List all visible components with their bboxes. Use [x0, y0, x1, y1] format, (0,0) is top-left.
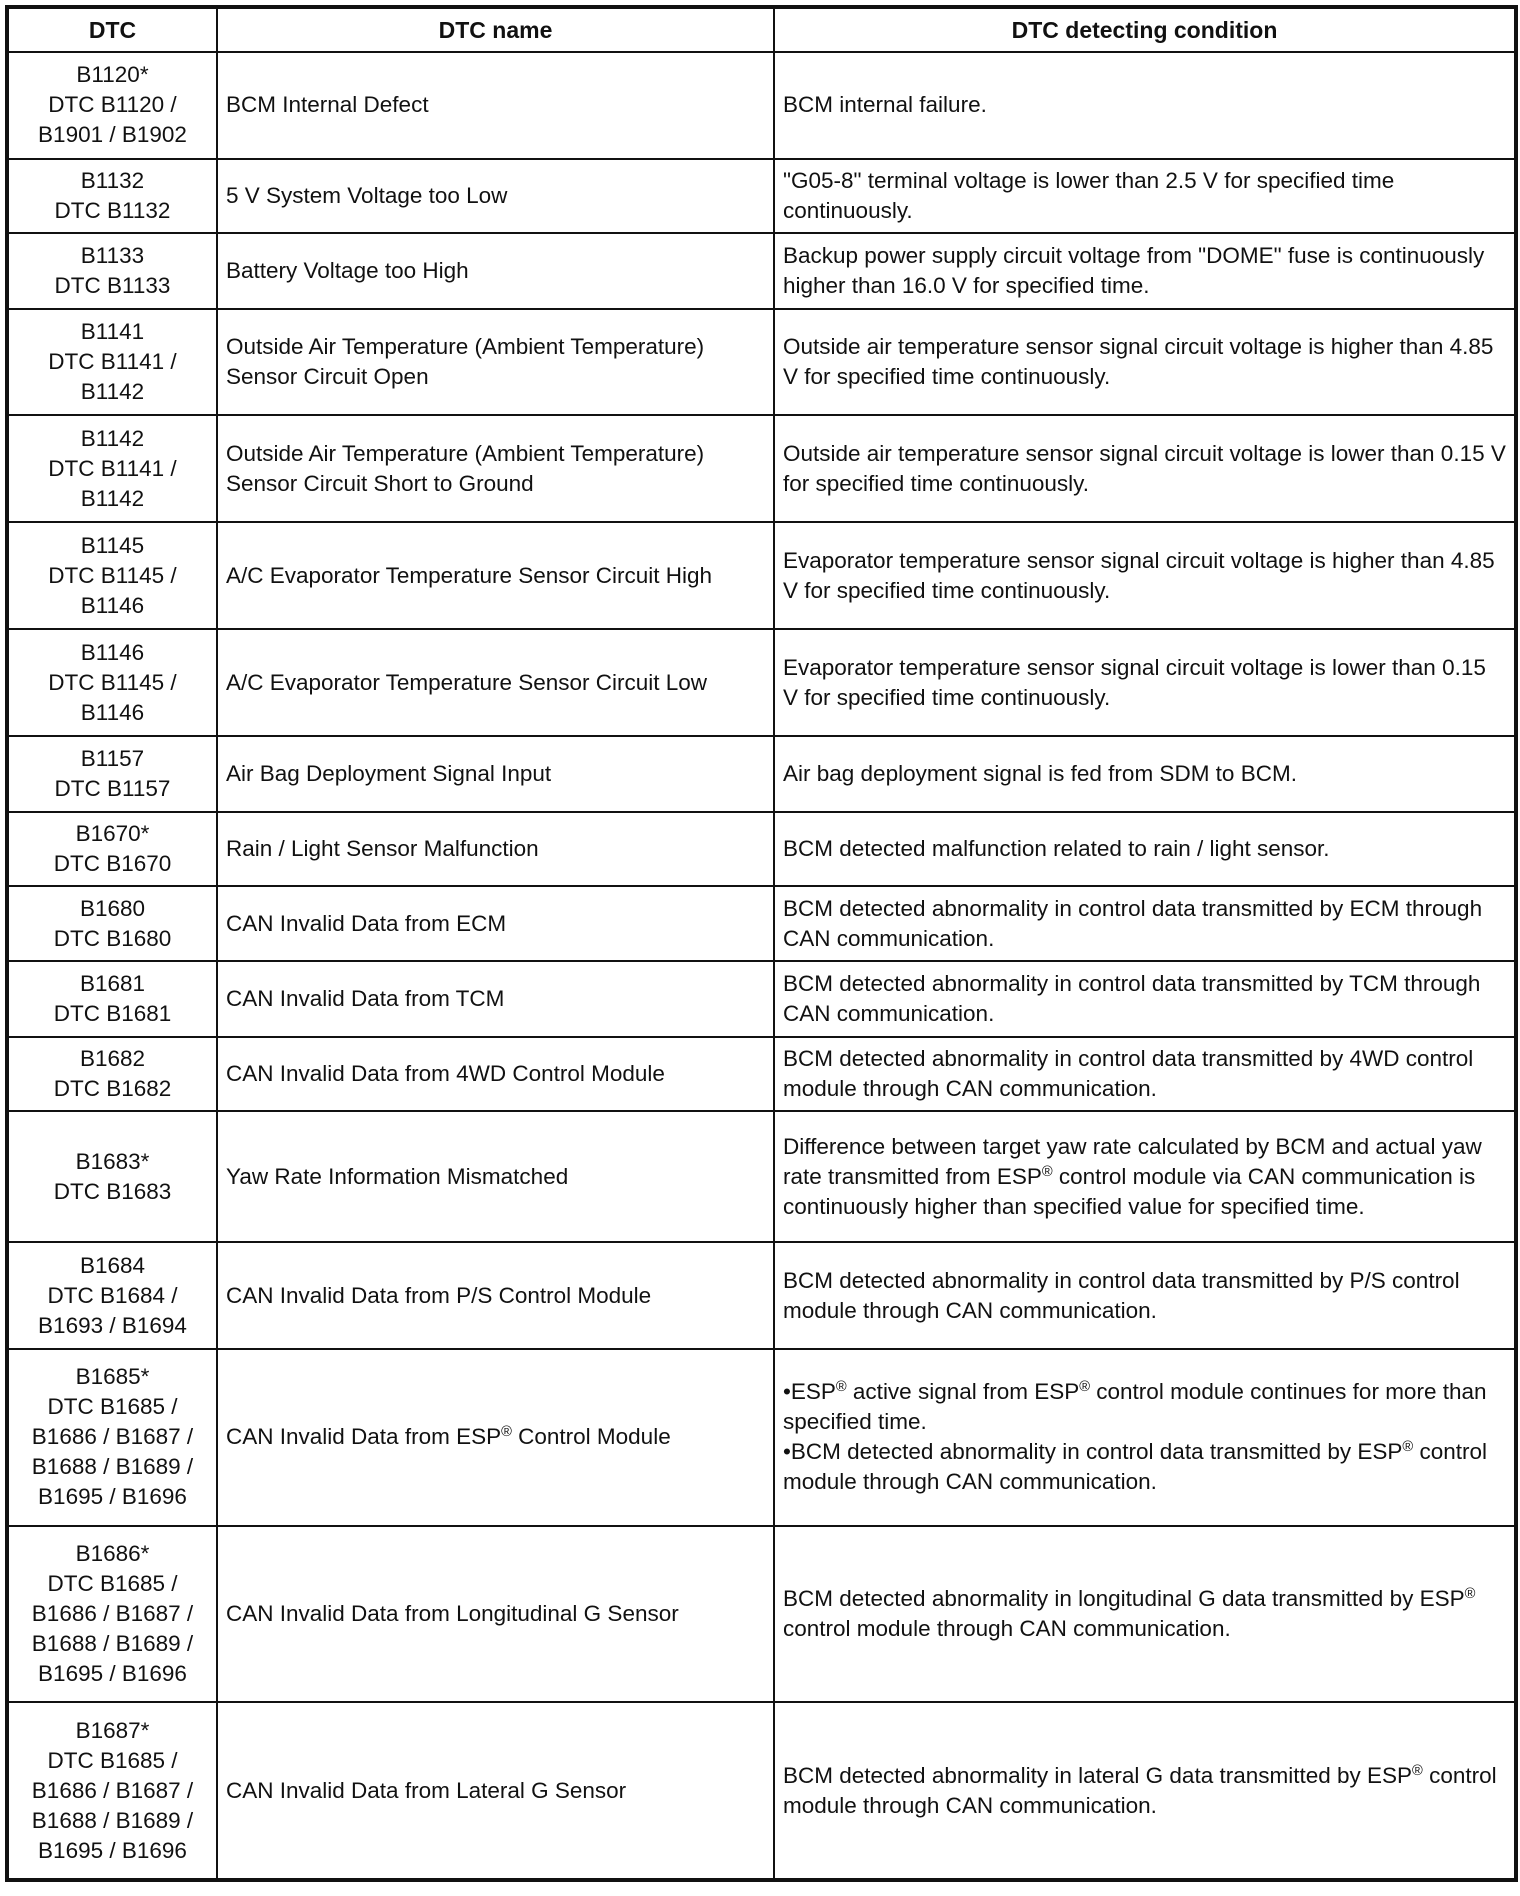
dtc-code-line: B1146: [80, 592, 145, 618]
dtc-name-cell: Outside Air Temperature (Ambient Temperature) Sensor Circuit Short to Ground: [217, 415, 774, 522]
table-row: [7, 886, 1516, 961]
dtc-code-line: B1141: [80, 319, 145, 345]
condition-paragraph: [783, 439, 1506, 499]
registered-mark: ®: [1079, 1379, 1091, 1396]
dtc-code-line: B1688 / B1689 /: [31, 1630, 194, 1656]
dtc-code-line: B1146: [80, 639, 145, 665]
dtc-code-line: B1695 / B1696: [38, 1660, 187, 1686]
text-segment: •ESP: [783, 1379, 836, 1405]
table-row: [7, 159, 1516, 233]
dtc-name-cell: CAN Invalid Data from Lateral G Sensor: [217, 1702, 774, 1880]
condition-paragraph: [783, 1584, 1506, 1644]
condition-paragraph: [783, 546, 1506, 606]
dtc-code-line: B1683*: [75, 1148, 150, 1174]
dtc-code-line: B1685*: [75, 1364, 150, 1390]
detecting-condition-cell: [774, 1702, 1516, 1880]
dtc-code-cell: [7, 159, 217, 233]
dtc-code-line: DTC B1682: [53, 1075, 172, 1101]
table-row: [7, 309, 1516, 416]
table-row: [7, 1349, 1516, 1526]
dtc-code-line: B1695 / B1696: [38, 1484, 187, 1510]
table-row: [7, 736, 1516, 811]
dtc-code-cell: [7, 961, 217, 1036]
column-header-detecting-condition: DTC detecting condition: [774, 7, 1516, 52]
dtc-code-line: B1901 / B1902: [38, 122, 187, 148]
table-row: [7, 233, 1516, 308]
dtc-name-cell: Battery Voltage too High: [217, 233, 774, 308]
dtc-name-cell: CAN Invalid Data from ECM: [217, 886, 774, 961]
dtc-code-line: DTC B1685 /: [47, 1394, 178, 1420]
dtc-name-cell: Outside Air Temperature (Ambient Temperature) Sensor Circuit Open: [217, 309, 774, 416]
condition-paragraph: [783, 1044, 1506, 1104]
dtc-code-line: DTC B1681: [53, 1001, 172, 1027]
dtc-name-cell: CAN Invalid Data from TCM: [217, 961, 774, 1036]
registered-mark: ®: [501, 1424, 512, 1441]
dtc-code-line: DTC B1685 /: [47, 1747, 178, 1773]
text-segment: Evaporator temperature sensor signal circuit voltage is higher than 4.85 V for specified time continuously.: [783, 547, 1495, 603]
dtc-code-line: B1680: [79, 895, 146, 921]
condition-paragraph: [783, 332, 1506, 392]
detecting-condition-cell: [774, 522, 1516, 629]
dtc-code-cell: [7, 1242, 217, 1349]
text-segment: "G05-8" terminal voltage is lower than 2.5 V for specified time continuously.: [783, 168, 1395, 223]
text-segment: Outside air temperature sensor signal circuit voltage is higher than 4.85 V for specified time continuously.: [783, 334, 1494, 390]
text-segment: control module continues for more than specified time.: [783, 1379, 1487, 1435]
text-segment: BCM detected abnormality in longitudinal G data transmitted by ESP: [783, 1585, 1465, 1611]
detecting-condition-cell: [774, 1242, 1516, 1349]
dtc-code-line: DTC B1684 /: [47, 1282, 178, 1308]
dtc-code-line: DTC B1683: [53, 1178, 172, 1204]
dtc-code-cell: [7, 233, 217, 308]
condition-paragraph: [783, 759, 1506, 789]
table-header-row: [7, 7, 1516, 52]
condition-paragraph: [783, 834, 1506, 864]
dtc-code-cell: [7, 522, 217, 629]
condition-paragraph: [783, 894, 1506, 954]
dtc-code-line: B1693 / B1694: [38, 1312, 187, 1338]
dtc-name-cell: Yaw Rate Information Mismatched: [217, 1111, 774, 1242]
table-row: [7, 1702, 1516, 1880]
condition-paragraph: [783, 1761, 1506, 1821]
table-row: [7, 1526, 1516, 1703]
dtc-code-line: B1146: [80, 699, 145, 725]
dtc-code-line: DTC B1145 /: [48, 562, 177, 588]
detecting-condition-cell: [774, 233, 1516, 308]
dtc-code-line: B1133: [80, 242, 145, 268]
dtc-name-cell: CAN Invalid Data from 4WD Control Module: [217, 1037, 774, 1111]
dtc-code-line: B1695 / B1696: [38, 1837, 187, 1863]
dtc-name-cell: 5 V System Voltage too Low: [217, 159, 774, 233]
dtc-code-line: B1670*: [75, 820, 150, 846]
text-segment: control module through CAN communication.: [783, 1762, 1497, 1818]
dtc-code-cell: [7, 1037, 217, 1111]
table-row: [7, 961, 1516, 1036]
dtc-code-line: DTC B1133: [54, 272, 171, 298]
text-segment: BCM detected abnormality in control data transmitted by TCM through CAN communication.: [783, 971, 1481, 1027]
dtc-name-cell: A/C Evaporator Temperature Sensor Circuit Low: [217, 629, 774, 736]
condition-paragraph: [783, 653, 1506, 713]
condition-paragraph: [783, 969, 1506, 1029]
dtc-name-cell: CAN Invalid Data from P/S Control Module: [217, 1242, 774, 1349]
text-segment: Backup power supply circuit voltage from "DOME" fuse is continuously higher than 16.0 V for specified time.: [783, 242, 1485, 298]
text-segment: Difference between target yaw rate calculated by BCM and actual yaw rate transmitted from ESP: [783, 1133, 1482, 1189]
dtc-code-cell: [7, 52, 217, 159]
dtc-code-line: DTC B1141 /: [48, 349, 177, 375]
table-row: [7, 629, 1516, 736]
dtc-code-cell: [7, 1526, 217, 1703]
detecting-condition-cell: [774, 309, 1516, 416]
dtc-code-line: B1686*: [75, 1540, 150, 1566]
text-segment: control module through CAN communication.: [783, 1615, 1231, 1641]
dtc-code-line: B1681: [79, 971, 146, 997]
dtc-code-cell: [7, 886, 217, 961]
detecting-condition-cell: [774, 736, 1516, 811]
detecting-condition-cell: [774, 1111, 1516, 1242]
dtc-code-line: B1686 / B1687 /: [31, 1600, 194, 1626]
dtc-code-line: B1682: [79, 1045, 146, 1071]
dtc-code-line: DTC B1680: [53, 925, 172, 951]
condition-paragraph: [783, 166, 1506, 226]
condition-paragraph: [783, 1266, 1506, 1326]
table-row: [7, 1037, 1516, 1111]
condition-paragraph: [783, 1377, 1506, 1437]
detecting-condition-cell: [774, 1037, 1516, 1111]
dtc-name-cell: A/C Evaporator Temperature Sensor Circuit High: [217, 522, 774, 629]
dtc-code-line: DTC B1132: [54, 198, 171, 223]
dtc-code-line: B1157: [80, 745, 145, 771]
text-segment: Air bag deployment signal is fed from SDM to BCM.: [783, 760, 1297, 786]
text-segment: BCM detected abnormality in control data transmitted by ECM through CAN communication.: [783, 895, 1483, 951]
dtc-code-cell: [7, 1111, 217, 1242]
registered-mark: ®: [1402, 1439, 1414, 1456]
detecting-condition-cell: [774, 52, 1516, 159]
condition-paragraph: [783, 1437, 1506, 1497]
detecting-condition-cell: [774, 886, 1516, 961]
table-row: [7, 812, 1516, 886]
detecting-condition-cell: [774, 1349, 1516, 1526]
text-segment: CAN Invalid Data from ESP: [226, 1424, 502, 1450]
detecting-condition-cell: [774, 415, 1516, 522]
text-segment: control module via CAN communication is continuously higher than specified value for specified time.: [783, 1163, 1476, 1219]
text-segment: BCM detected abnormality in lateral G data transmitted by ESP: [783, 1762, 1413, 1788]
dtc-name-cell: BCM Internal Defect: [217, 52, 774, 159]
text-segment: control module through CAN communication.: [783, 1439, 1487, 1495]
dtc-code-line: B1142: [80, 485, 145, 511]
detecting-condition-cell: [774, 159, 1516, 233]
dtc-code-line: B1686 / B1687 /: [31, 1777, 194, 1803]
table-row: [7, 52, 1516, 159]
dtc-name-cell: [217, 1349, 774, 1526]
dtc-code-cell: [7, 736, 217, 811]
dtc-code-line: B1684: [79, 1252, 146, 1278]
condition-paragraph: [783, 1132, 1506, 1222]
dtc-code-line: B1142: [80, 379, 145, 405]
table-row: [7, 1111, 1516, 1242]
text-segment: BCM internal failure.: [783, 92, 987, 118]
dtc-code-line: DTC B1685 /: [47, 1570, 178, 1596]
detecting-condition-cell: [774, 629, 1516, 736]
dtc-code-line: DTC B1670: [53, 850, 172, 876]
table-body: [7, 52, 1516, 1880]
dtc-code-line: B1142: [80, 425, 145, 451]
dtc-code-line: B1688 / B1689 /: [31, 1807, 194, 1833]
column-header-dtc: DTC: [7, 7, 217, 52]
text-segment: Evaporator temperature sensor signal circuit voltage is lower than 0.15 V for specified time continuously.: [783, 654, 1486, 710]
registered-mark: ®: [1464, 1585, 1476, 1602]
dtc-table: [5, 5, 1518, 1882]
text-segment: BCM detected abnormality in control data transmitted by P/S control module through CAN communication.: [783, 1267, 1460, 1323]
table-row: [7, 415, 1516, 522]
dtc-code-line: DTC B1157: [54, 775, 171, 801]
text-segment: BCM detected abnormality in control data transmitted by 4WD control module through CAN communication.: [783, 1045, 1474, 1101]
dtc-code-cell: [7, 415, 217, 522]
dtc-code-line: B1132: [80, 168, 145, 193]
dtc-code-line: DTC B1141 /: [48, 455, 177, 481]
dtc-code-cell: [7, 1349, 217, 1526]
registered-mark: ®: [1041, 1163, 1053, 1180]
text-segment: Outside air temperature sensor signal circuit voltage is lower than 0.15 V for specified time continuously.: [783, 440, 1506, 496]
detecting-condition-cell: [774, 1526, 1516, 1703]
dtc-code-line: B1686 / B1687 /: [31, 1424, 194, 1450]
dtc-code-line: B1120*: [76, 62, 149, 88]
registered-mark: ®: [835, 1379, 847, 1396]
dtc-code-line: DTC B1120 /: [48, 92, 177, 118]
text-segment: •BCM detected abnormality in control data transmitted by ESP: [783, 1439, 1403, 1465]
column-header-dtc-name: DTC name: [217, 7, 774, 52]
dtc-code-cell: [7, 812, 217, 886]
dtc-code-line: B1145: [80, 532, 145, 558]
registered-mark: ®: [1412, 1762, 1423, 1779]
condition-paragraph: [783, 90, 1506, 120]
dtc-name-cell: Rain / Light Sensor Malfunction: [217, 812, 774, 886]
dtc-name-cell: Air Bag Deployment Signal Input: [217, 736, 774, 811]
dtc-code-line: B1687*: [75, 1717, 150, 1743]
dtc-code-cell: [7, 1702, 217, 1880]
table-row: [7, 522, 1516, 629]
table-row: [7, 1242, 1516, 1349]
dtc-code-line: B1688 / B1689 /: [31, 1454, 194, 1480]
detecting-condition-cell: [774, 812, 1516, 886]
text-segment: Control Module: [511, 1424, 671, 1450]
condition-paragraph: [783, 241, 1506, 301]
dtc-code-line: DTC B1145 /: [48, 669, 177, 695]
text-segment: active signal from ESP: [846, 1379, 1080, 1405]
dtc-name-cell: CAN Invalid Data from Longitudinal G Sensor: [217, 1526, 774, 1703]
text-segment: BCM detected malfunction related to rain / light sensor.: [783, 835, 1330, 861]
dtc-code-cell: [7, 629, 217, 736]
detecting-condition-cell: [774, 961, 1516, 1036]
dtc-code-cell: [7, 309, 217, 416]
